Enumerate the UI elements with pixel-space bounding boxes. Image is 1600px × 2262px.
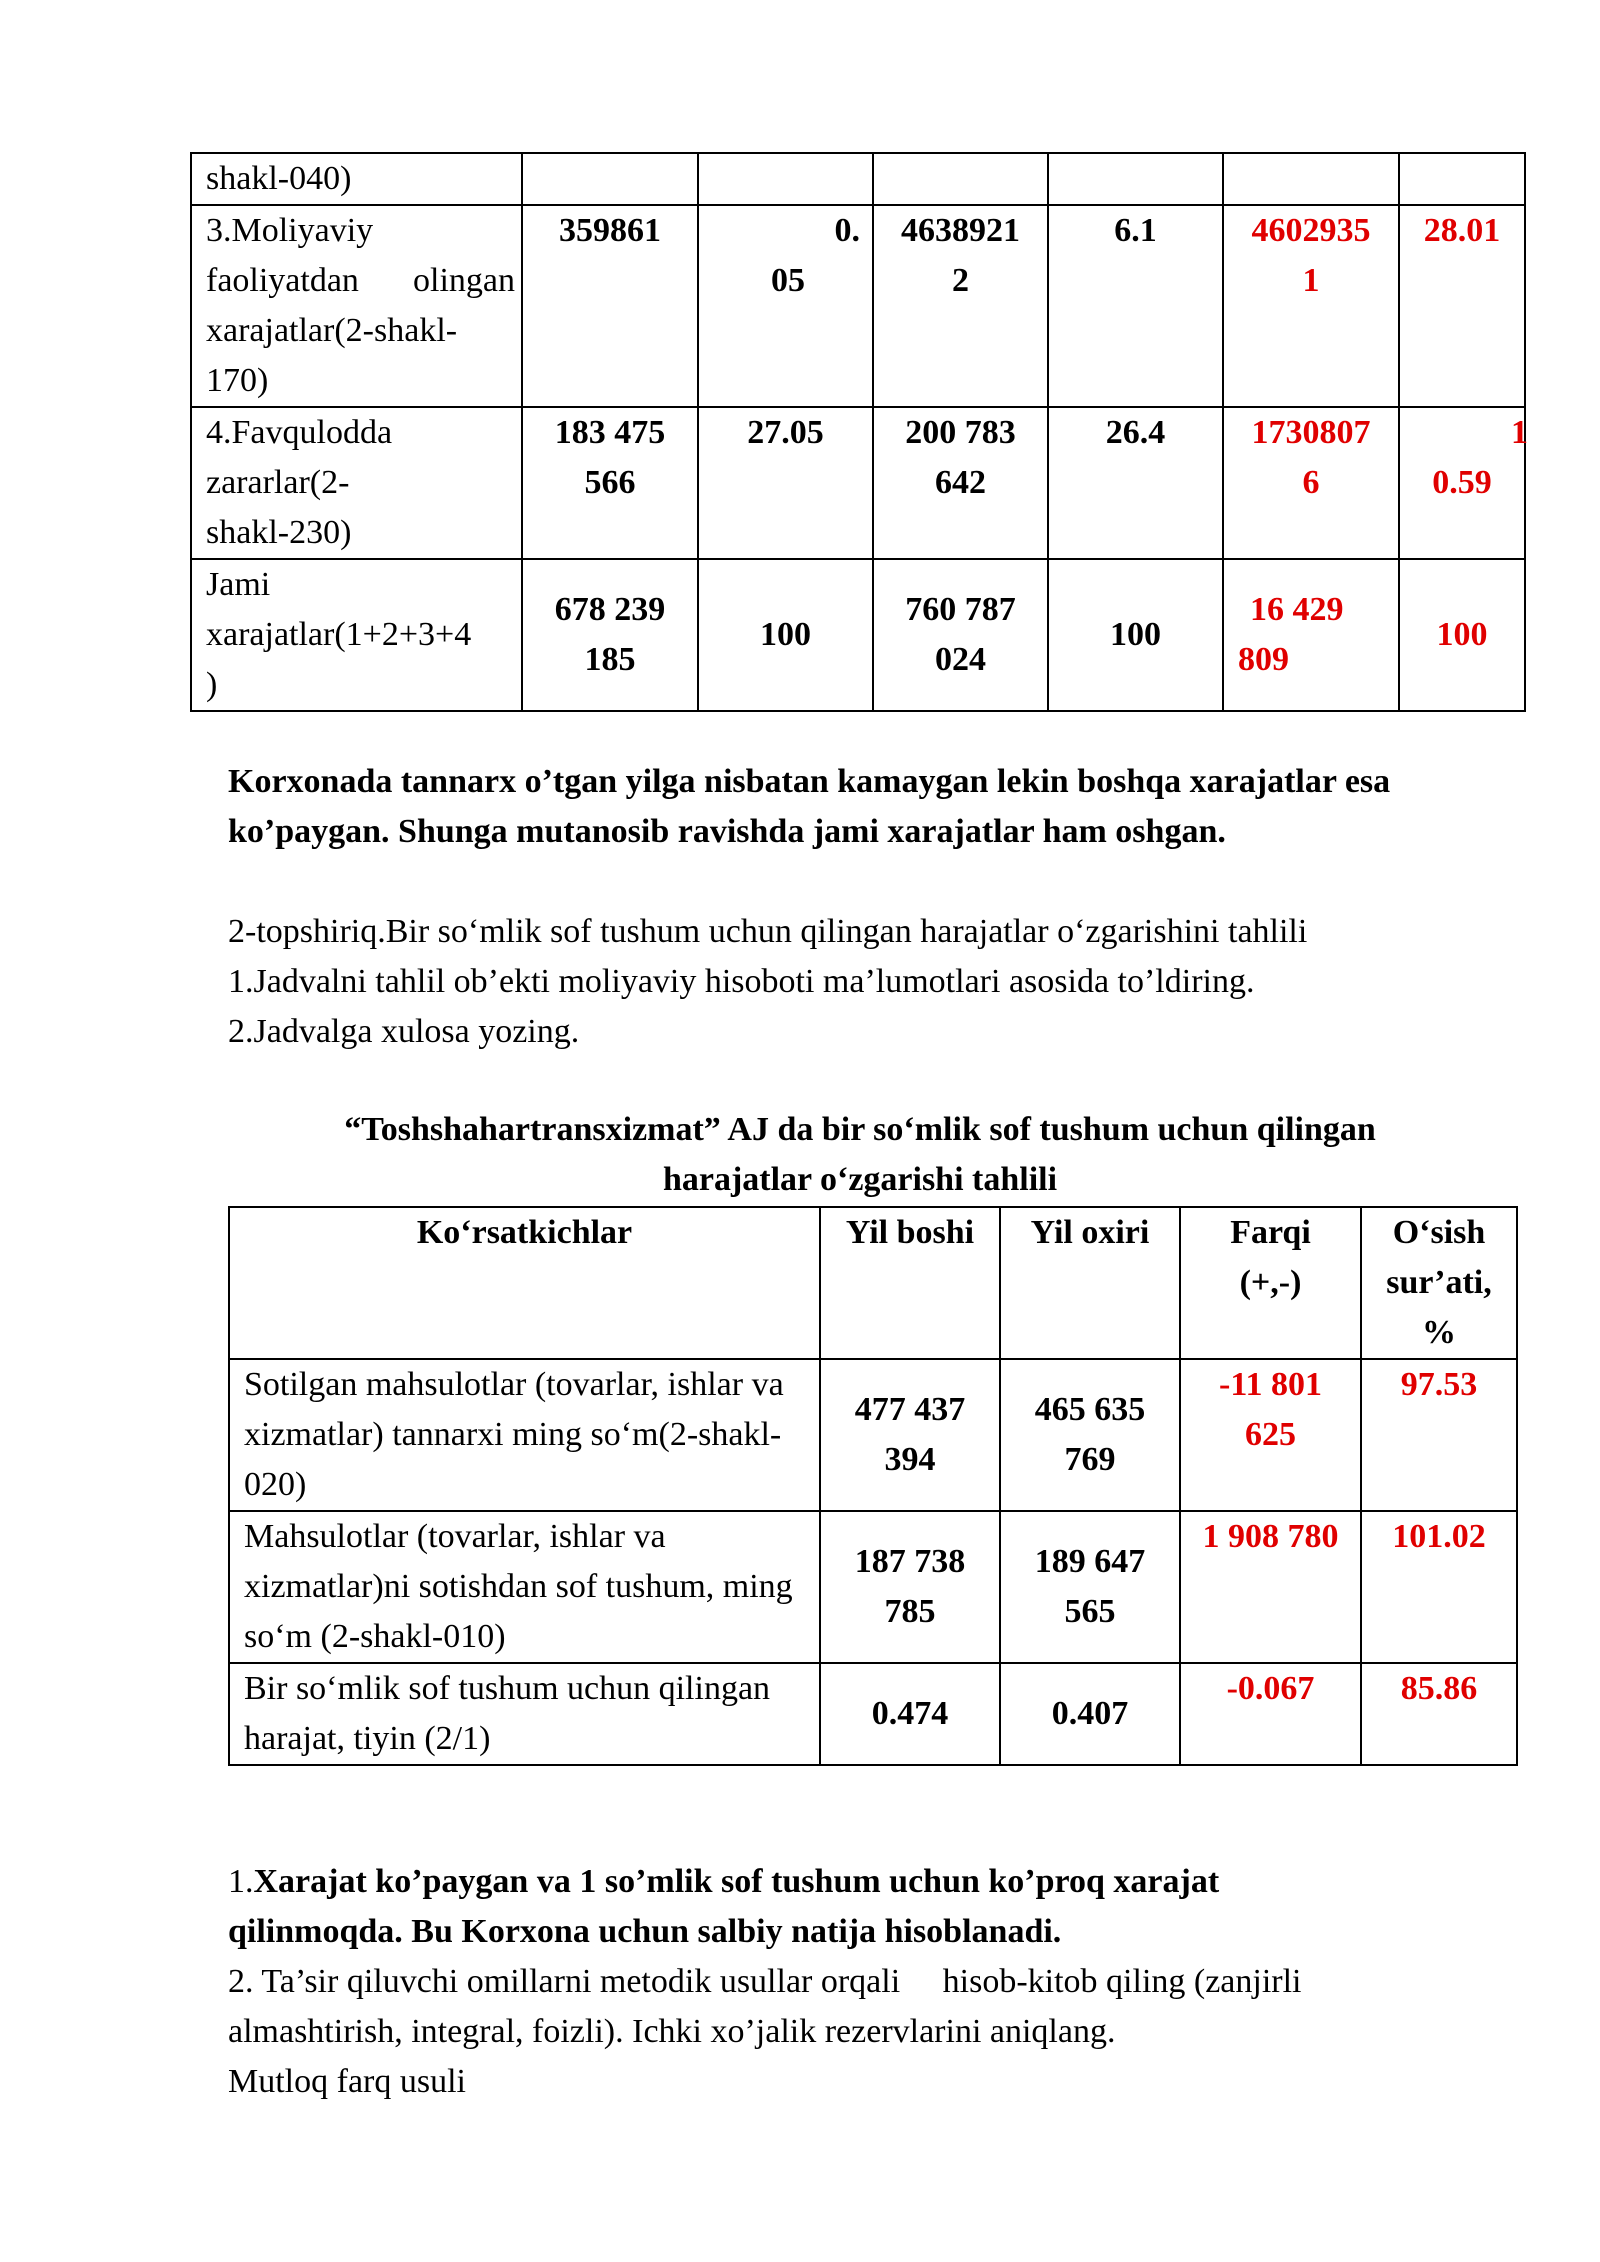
row-label: 4.Favqulodda zararlar(2- shakl-230) — [191, 407, 522, 559]
cell-value: -11 801 625 — [1180, 1359, 1361, 1511]
cell-value: 477 437 394 — [820, 1359, 1000, 1511]
cell-value: 1 908 780 — [1180, 1511, 1361, 1663]
task-instruction-1: 1.Jadvalni tahlil ob’ekti moliyaviy hisoboti ma’lumotlari asosida to’ldiring. — [228, 963, 1255, 1000]
conclusion-paragraph — [228, 757, 1490, 857]
cell-empty — [522, 153, 698, 205]
cell-value: 678 239 185 — [522, 559, 698, 711]
cell-value: 1 0.59 — [1399, 407, 1525, 559]
cell-value: 16 429 809 — [1223, 559, 1399, 711]
cell-empty — [873, 153, 1048, 205]
cell-value: 1730807 6 — [1223, 407, 1399, 559]
table-row — [191, 153, 1525, 205]
row-label: 3.Moliyaviy faoliyatdan olingan xarajatlar(2-shakl-170) — [191, 205, 522, 407]
conclusion-number: 1. — [228, 1863, 254, 1900]
row-label: shakl-040) — [191, 153, 522, 205]
cell-value: 4602935 1 — [1223, 205, 1399, 407]
cell-value: 0.474 — [820, 1663, 1000, 1765]
header-growth-rate: O‘sish sur’ati, % — [1361, 1207, 1517, 1359]
conclusion-2-line-2: qilinmoqda. Bu Korxona uchun salbiy natija hisoblanadi. — [228, 1913, 1062, 1950]
table-row — [191, 559, 1525, 711]
cell-value: 6.1 — [1048, 205, 1223, 407]
table-row — [229, 1663, 1517, 1765]
instruction-text: 2. Ta’sir qiluvchi omillarni metodik usullar orqali hisob-kitob qiling (zanjirli — [228, 1963, 1302, 2000]
conclusion-2-line-1 — [228, 1857, 1219, 1907]
table-header-row — [229, 1207, 1517, 1359]
method-heading: Mutloq farq usuli — [228, 2063, 466, 2100]
cell-value: 4638921 2 — [873, 205, 1048, 407]
row-label: Bir so‘mlik sof tushum uchun qilingan harajat, tiyin (2/1) — [229, 1663, 820, 1765]
instruction-line-2: almashtirish, integral, foizli). Ichki xo’jalik rezervlarini aniqlang. — [228, 2013, 1116, 2050]
table-title — [230, 1105, 1490, 1205]
cell-empty — [1223, 153, 1399, 205]
cell-empty — [698, 153, 873, 205]
cell-value: 760 787 024 — [873, 559, 1048, 711]
instruction-line-1 — [228, 1957, 1490, 2007]
cell-value: 26.4 — [1048, 407, 1223, 559]
cell-value: -0.067 — [1180, 1663, 1361, 1765]
table-title-line: harajatlar o‘zgarishi tahlili — [662, 1161, 1058, 1198]
header-year-start: Yil boshi — [820, 1207, 1000, 1359]
header-indicators: Ko‘rsatkichlar — [229, 1207, 820, 1359]
cell-value: 187 738 785 — [820, 1511, 1000, 1663]
cell-value: 0.407 — [1000, 1663, 1180, 1765]
cell-value: 189 647 565 — [1000, 1511, 1180, 1663]
conclusion-text: Korxonada tannarx o’tgan yilga nisbatan kamaygan lekin boshqa xarajatlar esa ko’paygan. Shunga mutanosib ravishda jami xarajatlar ham oshgan. — [228, 763, 1391, 850]
cell-value: 100 — [698, 559, 873, 711]
cell-value: 200 783 642 — [873, 407, 1048, 559]
table-title-line: “Toshshahartransxizmat” AJ da bir so‘mlik sof tushum uchun qilingan — [344, 1111, 1376, 1148]
cell-empty — [1048, 153, 1223, 205]
cell-empty — [1399, 153, 1525, 205]
cell-value: 97.53 — [1361, 1359, 1517, 1511]
cell-value: 183 475 566 — [522, 407, 698, 559]
table-row — [229, 1511, 1517, 1663]
table-row — [229, 1359, 1517, 1511]
row-label: Mahsulotlar (tovarlar, ishlar va xizmatlar)ni sotishdan sof tushum, ming so‘m (2-shakl-010) — [229, 1511, 820, 1663]
cell-value: 28.01 — [1399, 205, 1525, 407]
cell-value: 101.02 — [1361, 1511, 1517, 1663]
cell-value: 465 635 769 — [1000, 1359, 1180, 1511]
expenses-table — [190, 152, 1526, 712]
cell-value: 0. 05 — [698, 205, 873, 407]
task-instruction-2: 2.Jadvalga xulosa yozing. — [228, 1013, 580, 1050]
cell-value: 27.05 — [698, 407, 873, 559]
row-label: Jami xarajatlar(1+2+3+4 ) — [191, 559, 522, 711]
header-difference: Farqi (+,-) — [1180, 1207, 1361, 1359]
row-label: Sotilgan mahsulotlar (tovarlar, ishlar va xizmatlar) tannarxi ming so‘m(2-shakl-020) — [229, 1359, 820, 1511]
task-heading: 2-topshiriq.Bir so‘mlik sof tushum uchun qilingan harajatlar o‘zgarishini tahlili — [228, 913, 1308, 950]
conclusion-text: Xarajat ko’paygan va 1 so’mlik sof tushum uchun ko’proq xarajat — [253, 1863, 1220, 1900]
header-year-end: Yil oxiri — [1000, 1207, 1180, 1359]
cell-value: 85.86 — [1361, 1663, 1517, 1765]
cell-value: 100 — [1048, 559, 1223, 711]
table-row — [191, 407, 1525, 559]
table-row — [191, 205, 1525, 407]
cell-value: 100 — [1399, 559, 1525, 711]
analysis-table — [228, 1206, 1518, 1766]
cell-value: 359861 — [522, 205, 698, 407]
